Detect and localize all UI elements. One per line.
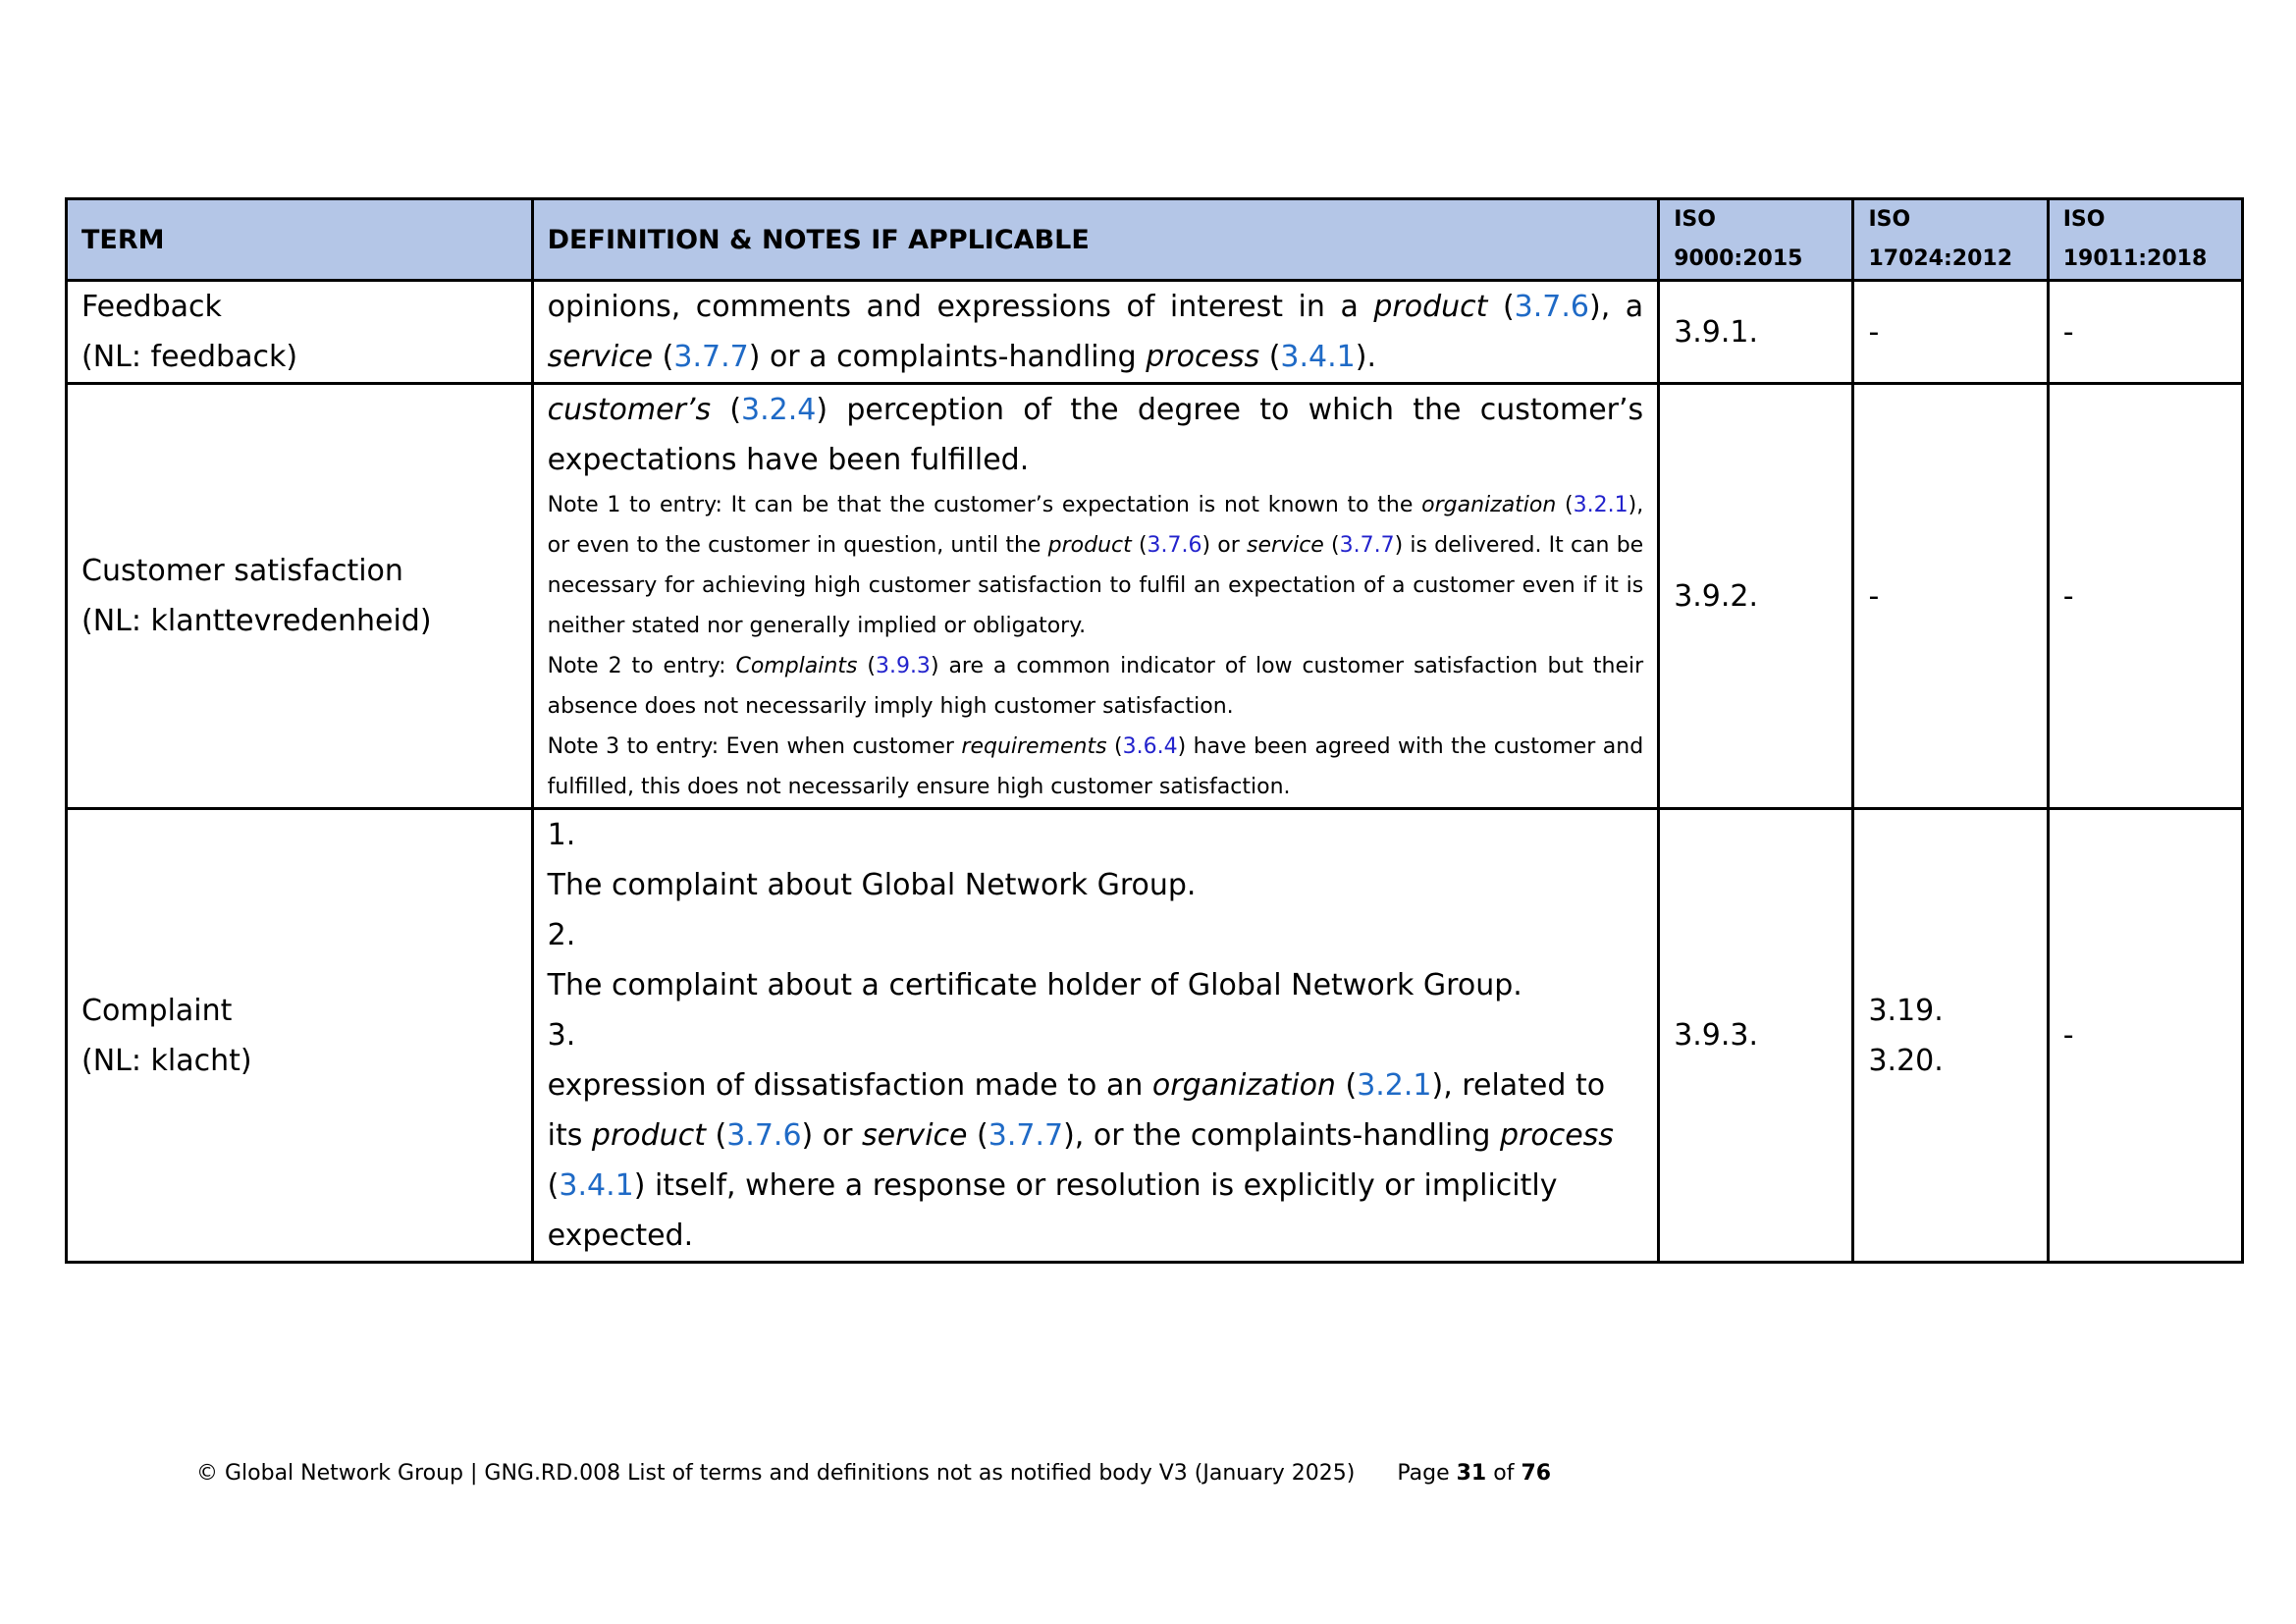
terms-table — [65, 197, 2244, 1264]
iso-9000-ref: 3.9.3. — [1659, 809, 1853, 1263]
header-definition: DEFINITION & NOTES IF APPLICABLE — [532, 199, 1659, 281]
list-number-2: 2. — [547, 918, 576, 952]
header-iso-9000-line1: ISO — [1674, 207, 1716, 232]
header-iso-19011-line1: ISO — [2062, 207, 2106, 232]
header-iso-17024-line2: 17024:2012 — [1868, 246, 2013, 271]
terms-table-wrapper — [65, 197, 2244, 1264]
ref-link[interactable]: 3.2.4 — [741, 393, 817, 427]
ref-link[interactable]: 3.7.6 — [1514, 290, 1590, 324]
iso-17024-ref-b: 3.20. — [1868, 1043, 1944, 1078]
iso-9000-ref: 3.9.1. — [1659, 281, 1853, 384]
ref-link[interactable]: 3.2.1 — [1573, 493, 1629, 517]
ref-link[interactable]: 3.7.7 — [1339, 533, 1395, 558]
footer-of-label: of — [1493, 1461, 1515, 1486]
definition-cell — [532, 281, 1659, 384]
definition-text: expression of dissatisfaction made to an organization (3.2.1), related to its product (3.7.6) or service (3.7.7), or the complaints-handling process (3.4.1) itself, where a response or resolution is explicitly or implicitly expected. — [547, 1068, 1614, 1253]
ref-link[interactable]: 3.6.4 — [1122, 734, 1178, 759]
definition-text: customer’s (3.2.4) perception of the degree to which the customer’s expectations have been fulfilled. — [547, 393, 1644, 477]
note-2: Note 2 to entry: Complaints (3.9.3) are a common indicator of low customer satisfaction but their absence does not necessarily imply high customer satisfaction. — [547, 654, 1644, 719]
iso-19011-ref: - — [2048, 809, 2242, 1263]
header-iso-17024-line1: ISO — [1868, 207, 1911, 232]
term-name: Feedback — [81, 290, 222, 324]
iso-17024-ref-a: 3.19. — [1868, 993, 1944, 1028]
ref-link[interactable]: 3.4.1 — [559, 1168, 634, 1203]
definition-text: opinions, comments and expressions of interest in a product (3.7.6), a service (3.7.7) or a complaints-handling process (3.4.1). — [547, 290, 1644, 374]
header-iso-9000 — [1659, 199, 1853, 281]
header-term: TERM — [67, 199, 533, 281]
definition-cell — [532, 384, 1659, 809]
header-iso-19011 — [2048, 199, 2242, 281]
definition-line-2: The complaint about a certificate holder of Global Network Group. — [547, 968, 1522, 1002]
iso-17024-ref: - — [1853, 384, 2048, 809]
footer-copyright: © Global Network Group | GNG.RD.008 List of terms and definitions not as notified body V3 (January 2025) — [196, 1461, 1356, 1486]
table-header-row — [67, 199, 2243, 281]
table-row-complaint — [67, 809, 2243, 1263]
ref-link[interactable]: 3.7.6 — [1147, 533, 1202, 558]
table-row-feedback — [67, 281, 2243, 384]
iso-17024-ref: - — [1853, 281, 2048, 384]
footer-page-total: 76 — [1521, 1461, 1552, 1486]
term-dutch: (NL: klacht) — [81, 1043, 252, 1078]
iso-17024-ref — [1853, 809, 2048, 1263]
header-iso-19011-line2: 19011:2018 — [2062, 246, 2208, 271]
ref-link[interactable]: 3.7.7 — [673, 340, 749, 374]
term-cell — [67, 809, 533, 1263]
definition-cell — [532, 809, 1659, 1263]
note-3: Note 3 to entry: Even when customer requirements (3.6.4) have been agreed with the customer and fulfilled, this does not necessarily ensure high customer satisfaction. — [547, 734, 1644, 799]
footer-page-number: 31 — [1456, 1461, 1487, 1486]
footer-page-label: Page — [1397, 1461, 1450, 1486]
header-iso-17024 — [1853, 199, 2048, 281]
term-dutch: (NL: feedback) — [81, 340, 298, 374]
ref-link[interactable]: 3.2.1 — [1357, 1068, 1432, 1103]
iso-19011-ref: - — [2048, 281, 2242, 384]
table-row-customer-satisfaction — [67, 384, 2243, 809]
ref-link[interactable]: 3.9.3 — [875, 654, 931, 678]
note-1: Note 1 to entry: It can be that the customer’s expectation is not known to the organization (3.2.1), or even to the customer in question, until the product (3.7.6) or service (3.7.7) is delivered. It can be necessary for achieving high customer satisfaction to fulfil an expectation of a customer even if it is neither stated nor generally implied or obligatory. — [547, 493, 1644, 638]
term-cell — [67, 384, 533, 809]
header-iso-9000-line2: 9000:2015 — [1674, 246, 1803, 271]
list-number-1: 1. — [547, 818, 576, 852]
ref-link[interactable]: 3.7.7 — [988, 1118, 1064, 1153]
ref-link[interactable]: 3.4.1 — [1280, 340, 1356, 374]
page-footer — [196, 1461, 1551, 1486]
iso-19011-ref: - — [2048, 384, 2242, 809]
term-dutch: (NL: klanttevredenheid) — [81, 604, 432, 638]
iso-9000-ref: 3.9.2. — [1659, 384, 1853, 809]
term-name: Customer satisfaction — [81, 554, 403, 588]
ref-link[interactable]: 3.7.6 — [726, 1118, 802, 1153]
definition-line-1: The complaint about Global Network Group. — [547, 868, 1197, 902]
term-name: Complaint — [81, 993, 233, 1028]
term-cell — [67, 281, 533, 384]
list-number-3: 3. — [547, 1018, 576, 1053]
